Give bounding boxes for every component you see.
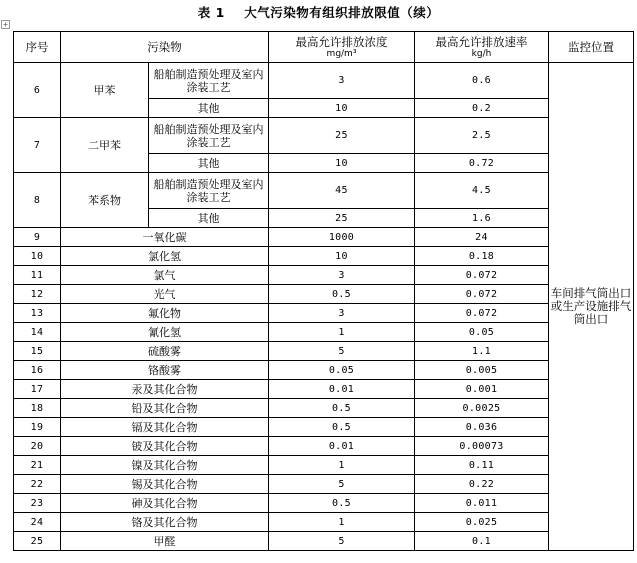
process-cell: 船舶制造预处理及室内涂装工艺 — [149, 63, 269, 99]
concentration-cell: 5 — [269, 475, 415, 494]
seq-cell: 12 — [14, 285, 61, 304]
concentration-cell: 45 — [269, 173, 415, 209]
pollutant-name-cell: 二甲苯 — [61, 118, 149, 173]
emission-limits-table — [13, 31, 634, 551]
seq-cell: 23 — [14, 494, 61, 513]
pollutant-name-cell: 锡及其化合物 — [61, 475, 269, 494]
pollutant-name-cell: 氟化物 — [61, 304, 269, 323]
concentration-cell: 0.05 — [269, 361, 415, 380]
rate-cell: 1.1 — [415, 342, 549, 361]
concentration-cell: 0.01 — [269, 380, 415, 399]
table-row — [14, 513, 634, 532]
seq-cell: 17 — [14, 380, 61, 399]
rate-cell: 2.5 — [415, 118, 549, 154]
table-title: 表 1 大气污染物有组织排放限值（续） — [197, 5, 440, 20]
seq-cell: 18 — [14, 399, 61, 418]
concentration-cell: 10 — [269, 247, 415, 266]
concentration-cell: 10 — [269, 99, 415, 118]
table-row — [14, 399, 634, 418]
seq-cell: 22 — [14, 475, 61, 494]
table-row — [14, 342, 634, 361]
concentration-cell: 3 — [269, 266, 415, 285]
rate-cell: 0.072 — [415, 304, 549, 323]
concentration-cell: 0.5 — [269, 494, 415, 513]
table-row — [14, 247, 634, 266]
concentration-cell: 3 — [269, 63, 415, 99]
concentration-cell: 3 — [269, 304, 415, 323]
seq-cell: 19 — [14, 418, 61, 437]
header-rate-label: 最高允许排放速率 — [435, 34, 528, 49]
seq-cell: 9 — [14, 228, 61, 247]
seq-cell: 25 — [14, 532, 61, 551]
rate-cell: 0.072 — [415, 266, 549, 285]
table-row — [14, 475, 634, 494]
table-row — [14, 494, 634, 513]
rate-cell: 0.072 — [415, 285, 549, 304]
concentration-cell: 1 — [269, 323, 415, 342]
process-cell: 船舶制造预处理及室内涂装工艺 — [149, 118, 269, 154]
concentration-cell: 1000 — [269, 228, 415, 247]
concentration-cell: 1 — [269, 456, 415, 475]
concentration-cell: 0.01 — [269, 437, 415, 456]
table-row — [14, 456, 634, 475]
pollutant-name-cell: 镉及其化合物 — [61, 418, 269, 437]
table-row — [14, 118, 634, 154]
rate-cell: 0.036 — [415, 418, 549, 437]
header-row — [14, 32, 634, 63]
table-row — [14, 323, 634, 342]
table-row — [14, 304, 634, 323]
table-row — [14, 266, 634, 285]
concentration-cell: 25 — [269, 118, 415, 154]
rate-cell: 0.22 — [415, 475, 549, 494]
pollutant-name-cell: 氰化氢 — [61, 323, 269, 342]
pollutant-name-cell: 一氧化碳 — [61, 228, 269, 247]
table-row — [14, 418, 634, 437]
seq-cell: 20 — [14, 437, 61, 456]
concentration-cell: 10 — [269, 154, 415, 173]
seq-cell: 8 — [14, 173, 61, 228]
pollutant-name-cell: 铅及其化合物 — [61, 399, 269, 418]
process-cell: 船舶制造预处理及室内涂装工艺 — [149, 173, 269, 209]
header-pollutant: 污染物 — [61, 32, 269, 63]
concentration-cell: 0.5 — [269, 399, 415, 418]
rate-cell: 0.005 — [415, 361, 549, 380]
header-concentration-label: 最高允许排放浓度 — [295, 34, 388, 49]
pollutant-name-cell: 镍及其化合物 — [61, 456, 269, 475]
monitor-location-cell: 车间排气筒出口或生产设施排气筒出口 — [549, 63, 634, 551]
rate-cell: 0.00073 — [415, 437, 549, 456]
rate-cell: 0.1 — [415, 532, 549, 551]
header-monitor: 监控位置 — [549, 32, 634, 63]
concentration-cell: 5 — [269, 532, 415, 551]
pollutant-name-cell: 苯系物 — [61, 173, 149, 228]
pollutant-name-cell: 砷及其化合物 — [61, 494, 269, 513]
table-body — [14, 63, 634, 551]
header-seq: 序号 — [14, 32, 61, 63]
table-row — [14, 173, 634, 209]
pollutant-name-cell: 甲苯 — [61, 63, 149, 118]
pollutant-name-cell: 氯气 — [61, 266, 269, 285]
header-concentration-unit: mg/m³ — [326, 48, 357, 59]
seq-cell: 11 — [14, 266, 61, 285]
pollutant-name-cell: 铬及其化合物 — [61, 513, 269, 532]
concentration-cell: 1 — [269, 513, 415, 532]
rate-cell: 0.025 — [415, 513, 549, 532]
process-cell: 其他 — [149, 154, 269, 173]
seq-cell: 24 — [14, 513, 61, 532]
concentration-cell: 0.5 — [269, 285, 415, 304]
table-row — [14, 380, 634, 399]
table-row — [14, 228, 634, 247]
header-rate-unit: kg/h — [471, 48, 492, 59]
seq-cell: 13 — [14, 304, 61, 323]
move-anchor-icon[interactable]: + — [1, 20, 10, 29]
table-row — [14, 532, 634, 551]
seq-cell: 7 — [14, 118, 61, 173]
process-cell: 其他 — [149, 209, 269, 228]
pollutant-name-cell: 甲醛 — [61, 532, 269, 551]
header-concentration — [269, 32, 415, 63]
rate-cell: 0.11 — [415, 456, 549, 475]
rate-cell: 0.011 — [415, 494, 549, 513]
concentration-cell: 5 — [269, 342, 415, 361]
rate-cell: 0.6 — [415, 63, 549, 99]
seq-cell: 15 — [14, 342, 61, 361]
pollutant-name-cell: 铬酸雾 — [61, 361, 269, 380]
rate-cell: 0.2 — [415, 99, 549, 118]
concentration-cell: 25 — [269, 209, 415, 228]
rate-cell: 0.0025 — [415, 399, 549, 418]
pollutant-name-cell: 硫酸雾 — [61, 342, 269, 361]
seq-cell: 10 — [14, 247, 61, 266]
seq-cell: 6 — [14, 63, 61, 118]
table-row — [14, 63, 634, 99]
table-row — [14, 437, 634, 456]
rate-cell: 1.6 — [415, 209, 549, 228]
rate-cell: 0.18 — [415, 247, 549, 266]
process-cell: 其他 — [149, 99, 269, 118]
pollutant-name-cell: 铍及其化合物 — [61, 437, 269, 456]
concentration-cell: 0.5 — [269, 418, 415, 437]
rate-cell: 0.72 — [415, 154, 549, 173]
table-row — [14, 361, 634, 380]
rate-cell: 0.001 — [415, 380, 549, 399]
table-row — [14, 285, 634, 304]
seq-cell: 14 — [14, 323, 61, 342]
seq-cell: 16 — [14, 361, 61, 380]
rate-cell: 24 — [415, 228, 549, 247]
seq-cell: 21 — [14, 456, 61, 475]
rate-cell: 4.5 — [415, 173, 549, 209]
header-rate — [415, 32, 549, 63]
pollutant-name-cell: 汞及其化合物 — [61, 380, 269, 399]
rate-cell: 0.05 — [415, 323, 549, 342]
pollutant-name-cell: 氯化氢 — [61, 247, 269, 266]
pollutant-name-cell: 光气 — [61, 285, 269, 304]
